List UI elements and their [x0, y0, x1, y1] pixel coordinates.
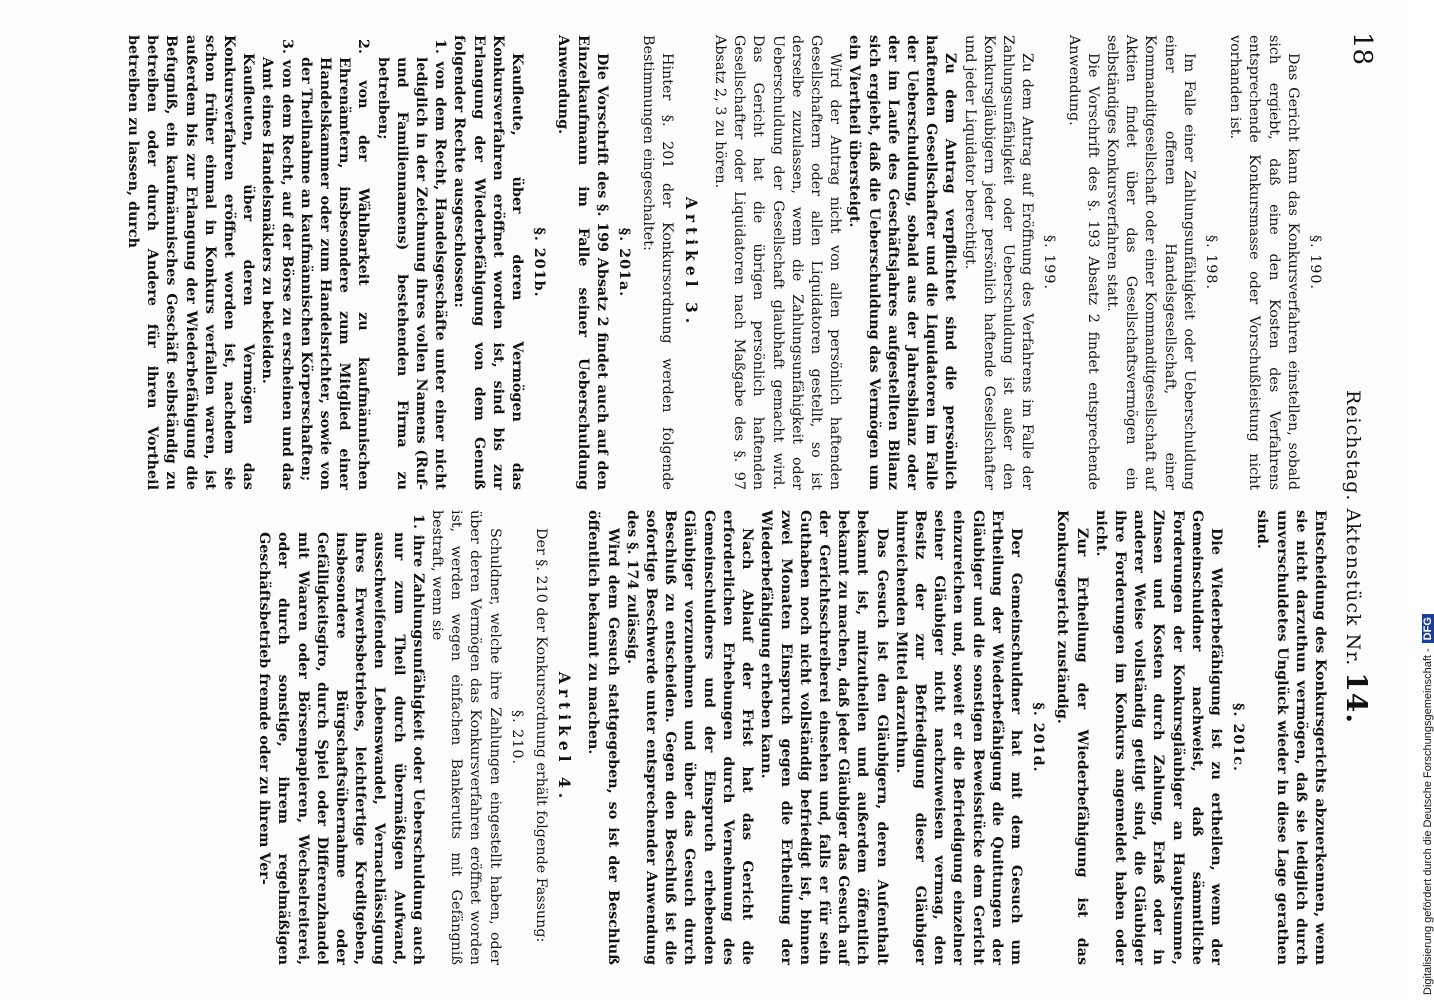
paragraph: Die Vorschrift des §. 193 Absatz 2 findet entsprechende Anwendung. — [1065, 35, 1101, 490]
article-heading: Artikel 4. — [555, 671, 575, 804]
list-item: 2. von der Wählbarkeit zu kaufmännischen Ehrenämtern, insbesondere zum Mitglied einer Handelskammer oder zum Handelsrichter, sowie von der Theilnahme an kaufmännischen Körperschaften; — [297, 39, 372, 490]
paragraph: Im Falle einer Zahlungsunfähigkeit oder Ueberschuldung einer offenen Handelsgesellschaft, einer Kommanditgesellschaft oder einer Kommanditgesellschaft auf Aktien findet über das Gesellschaftsvermögen ein selbständiges Konkursverfahren statt. — [1103, 35, 1197, 490]
attribution-sidebar — [1406, 0, 1432, 1000]
section-heading: §. 198. — [1202, 234, 1219, 291]
paragraph: Hinter §. 201 der Konkursordnung werden folgende Bestimmungen eingeschaltet: — [640, 35, 676, 490]
paragraph: Die Wiederbefähigung ist zu ertheilen, wenn der Gemeinschuldner nachweist, daß sämmtliche Forderungen der Konkursgläubiger an Hauptsumme, Zinsen und Kosten durch Zahlung, Erlaß oder in anderer Weise vollständig getilgt sind, die Gläubiger ihre Forderungen im Konkurs angemeldet haben oder nicht. — [1092, 510, 1224, 965]
paragraph: Kaufleuten, über deren Vermögen das Konkursverfahren eröffnet worden ist, nachdem sie schon früher einmal in Konkurs verfallen waren, ist außerdem bis zur Erlangung der Wiederbefähigung die Befugniß, ein kaufmännisches Geschäft selbständig zu betreiben oder durch Andere für ihren Vortheil betreiben zu lassen, durch — [125, 35, 257, 490]
section-heading: §. 201c. — [1230, 703, 1247, 772]
left-column — [123, 35, 1329, 490]
list-item: 1. ihre Zahlungsunfähigkeit oder Ueberschuldung auch nur zum Theil durch übermäßigen Aufwand, ausschweifenden Lebenswandel, Vernachlässigung ihres Erwerbsbetriebes, leichtfertige Kreditgeben, insbesondere Bürgschaftsübernahme oder Gefälligkeitsgiro, durch Spiel oder Differenzhandel mit Waaren oder Börsenpapieren, Wechselreiterei, oder durch sonstige, ihrem regelmäßigen Geschäftsbetrieb fremde oder zu ihrem Ver- — [256, 514, 426, 965]
list-item: 3. von dem Recht, auf der Börse zu erscheinen und das Amt eines Handelsmäklers zu bekleiden. — [259, 39, 295, 490]
page-header — [1337, 30, 1377, 970]
paragraph: Das Gesuch ist den Gläubigern, deren Aufenthalt bekannt ist, mitzutheilen und außerdem öffentlich bekannt zu machen, daß jeder Gläubiger das Gesuch auf der Gerichtsschreiberei einsehen und, falls er für sein Guthaben noch nicht vollständig befriedigt ist, binnen zwei Monaten Einspruch gegen die Ertheilung der Wiederbefähigung erheben kann. — [758, 510, 890, 965]
running-title-text: Reichstag. Aktenstück Nr. — [1342, 390, 1364, 667]
section-heading: §. 199. — [1041, 234, 1058, 291]
paragraph: Das Gericht kann das Konkursverfahren einstellen, sobald sich ergiebt, daß eine den Kosten des Verfahrens entsprechende Konkursmasse oder Vorschußleistung nicht vorhanden ist. — [1227, 35, 1301, 490]
paragraph: Zur Ertheilung der Wiederbefähigung ist das Konkursgericht zuständig. — [1054, 510, 1090, 965]
paragraph: Wird dem Gesuch stattgegeben, so ist der Beschluß öffentlich bekannt zu machen. — [585, 510, 621, 965]
list-item: 1. von dem Recht, Handelsgeschäfte unter einer nicht lediglich in der Zeichnung ihres vollen Namens (Ruf- und Familiennamens) bestehenden Firma zu betreiben; — [374, 39, 449, 490]
section-heading: §. 190. — [1307, 234, 1323, 291]
dfg-logo: DFG — [1422, 614, 1434, 643]
section-heading: §. 210. — [508, 709, 525, 766]
right-column — [254, 510, 1329, 965]
paragraph: Der Gemeinschuldner hat mit dem Gesuch um Ertheilung der Wiederbefähigung die Quittungen der Gläubiger und die sonstigen Beweisstücke dem Gericht einzureichen und, soweit er die Befriedigung einzelner seiner Gläubiger nicht nachzuweisen vermag, den Besitz der zur Befriedigung dieser Gläubiger hinreichenden Mittel darzuthun. — [892, 510, 1024, 965]
paragraph: Schuldner, welche ihre Zahlungen eingestellt haben, oder über deren Vermögen das Konkursverfahren eröffnet worden ist, werden wegen einfachen Bankerutts mit Gefängniß bestraft, wenn sie — [429, 510, 503, 965]
section-heading: §. 201a. — [616, 227, 633, 298]
attribution-label: Digitalisierung gefördert durch die Deutsche Forschungsgemeinschaft - — [1422, 648, 1434, 995]
paragraph: Zu dem Antrag auf Eröffnung des Verfahrens im Falle der Zahlungsunfähigkeit oder Ueberschuldung ist außer den Konkursgläubigern jeder persönlich haftende Gesellschafter und jeder Liquidator berechtigt. — [961, 35, 1036, 490]
paragraph: Kaufleute, über deren Vermögen das Konkursverfahren eröffnet worden ist, sind bis zur Erlangung der Wiederbefähigung von dem Genuß folgender Rechte ausgeschlossen: — [451, 35, 526, 490]
section-heading: §. 201b. — [531, 227, 548, 298]
paragraph: Wird der Antrag nicht von allen persönlich haftenden Gesellschaftern oder allen Liquidatoren gestellt, so ist derselbe zuzulassen, wenn die Zahlungsunfähigkeit oder Ueberschuldung der Gesellschaft glaubhaft gemacht wird. Das Gericht hat die übrigen persönlich haftenden Gesellschafter oder Liquidatoren nach Maßgabe des §. 97 Absatz 2, 3 zu hören. — [711, 35, 844, 490]
paragraph: Entscheidung des Konkursgerichts abzuerkennen, wenn sie nicht darzuthun vermögen, daß sie lediglich durch unverschuldetes Unglück wieder in diese Lage gerathen sind. — [1254, 510, 1328, 965]
document-number: 14. — [1340, 672, 1373, 725]
attribution-text — [1422, 614, 1434, 995]
paragraph: Zu dem Antrag verpflichtet sind die persönlich haftenden Gesellschafter und die Liquidatoren im Falle der Ueberschuldung, sobald aus der Jahresbilanz oder der im Laufe des Geschäftsjahres aufgestellten Bilanz sich ergiebt, daß die Ueberschuldung das Vermögen um ein Viertheil übersteigt. — [846, 35, 959, 490]
paragraph: Der §. 210 der Konkursordnung erhält folgende Fassung: — [533, 528, 550, 943]
section-heading: §. 201d. — [1030, 702, 1047, 773]
paragraph: Nach Ablauf der Frist hat das Gericht die erforderlichen Erhebungen durch Vernehmung des Gemeinschuldners und der Einspruch erhebenden Gläubiger vorzunehmen und über das Gesuch durch Beschluß zu entscheiden. Gegen den Beschluß ist die sofortige Beschwerde unter entsprechender Anwendung des §. 174 zulässig. — [623, 510, 756, 965]
running-title — [1340, 390, 1373, 724]
paragraph: Die Vorschrift des §. 199 Absatz 2 findet auch auf den Einzelkaufmann im Falle seiner Ueberschuldung Anwendung. — [555, 35, 610, 490]
page-number: 18 — [1347, 32, 1377, 66]
article-heading: Artikel 3. — [681, 196, 701, 329]
